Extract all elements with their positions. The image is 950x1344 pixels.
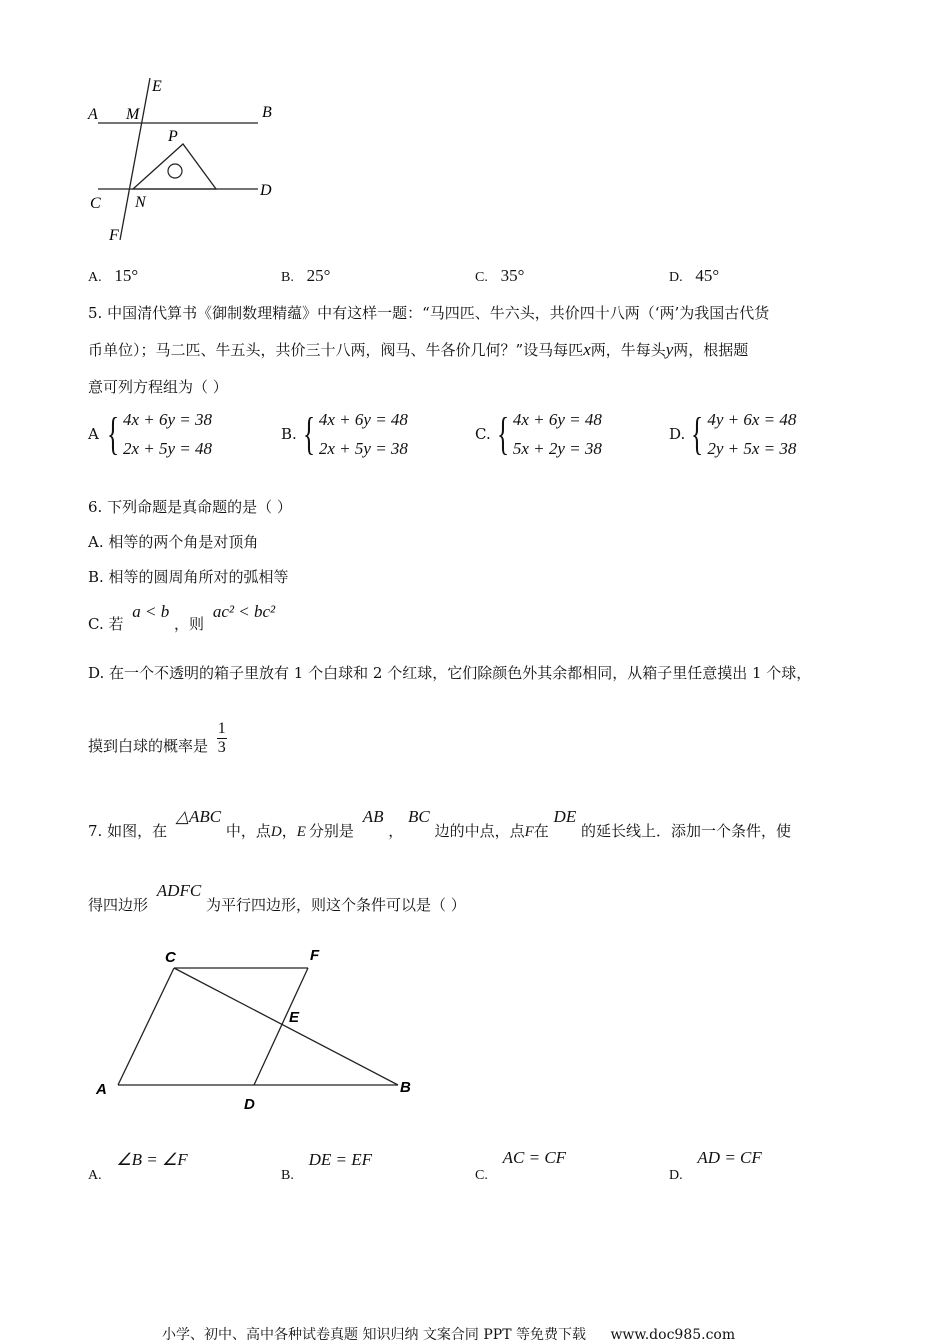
q4-option-a (88, 266, 138, 286)
condition: a < b (132, 602, 170, 621)
segment-AC (118, 968, 174, 1085)
label-A: A (96, 1081, 107, 1098)
option-value: 45° (695, 266, 720, 285)
option-label: A. (88, 1168, 102, 1183)
q6-option-d-line1: D. 在一个不透明的箱子里放有 1 个白球和 2 个红球，它们除颜色外其余都相同，从箱子里任意摸出 1 个球， (88, 664, 812, 682)
option-value: AD = CF (697, 1148, 762, 1167)
point-D: D (270, 824, 282, 840)
option-label: C. (475, 270, 488, 285)
label-B: B (400, 1079, 411, 1096)
label-B: B (262, 104, 272, 121)
q7-text-1: 7. 如图，在 (88, 822, 168, 840)
q6-option-a: A. 相等的两个角是对顶角 (88, 533, 259, 551)
ruler-hole (168, 164, 182, 178)
option-label: A. (88, 270, 102, 285)
q6-option-d-line2 (88, 720, 227, 757)
brace: { (691, 408, 704, 459)
q7-text-4: 边的中点，点 (434, 822, 525, 840)
q4-option-c (475, 266, 524, 286)
equation-1: 4x + 6y = 48 (512, 410, 602, 429)
q7-line2 (88, 880, 466, 914)
q7-line1 (88, 806, 792, 840)
triangle-ABC: △ABC (175, 807, 222, 826)
equation-2: 5x + 2y = 38 (512, 439, 602, 458)
q7-comma-2: ， (388, 822, 404, 840)
brace: { (496, 408, 509, 459)
label-P: P (168, 128, 178, 145)
equation-2: 2x + 5y = 48 (122, 439, 212, 458)
option-value: DE = EF (308, 1150, 373, 1169)
q5-option-a (88, 405, 212, 463)
q5-line3: 意可列方程组为（ ） (88, 378, 228, 396)
q7-option-b (281, 1150, 373, 1183)
q5-line1: 5. 中国清代算书《御制数理精蕴》中有这样一题：“马四匹、牛六头，共价四十八两（‘两’为我国古代货 (88, 304, 770, 322)
option-prefix: C. 若 (88, 615, 124, 633)
segment-DE: DE (553, 807, 577, 826)
equation-1: 4x + 6y = 48 (318, 410, 408, 429)
q7-text-6: 的延长线上．添加一个条件，使 (581, 822, 792, 840)
option-value: 15° (114, 266, 139, 285)
option-label: A (88, 425, 99, 443)
point-F: F (524, 824, 534, 840)
q7-line2-text-b: 为平行四边形，则这个条件可以是（ ） (205, 896, 466, 914)
q7-option-d (669, 1148, 762, 1183)
q7-text-3: 分别是 (308, 822, 354, 840)
var-y: y (665, 340, 674, 359)
segment-CB (174, 968, 398, 1085)
q5-line2 (88, 339, 748, 361)
numerator: 1 (217, 720, 226, 737)
segment-AB: AB (362, 807, 384, 826)
q6-option-b: B. 相等的圆周角所对的弧相等 (88, 568, 289, 586)
q5-line2-b: 两，牛每头 (590, 341, 666, 359)
label-E: E (289, 1009, 300, 1026)
q7-option-c (475, 1148, 567, 1183)
option-label: C. (475, 1168, 488, 1183)
option-label: D. (669, 425, 686, 443)
var-x: x (583, 340, 591, 359)
option-label: D. (669, 1168, 683, 1183)
q5-option-c (475, 405, 602, 463)
option-mid: ，则 (174, 615, 205, 633)
q5-option-d (669, 405, 796, 463)
equation-1: 4x + 6y = 38 (122, 410, 212, 429)
label-F: F (310, 947, 320, 964)
q7-comma: ， (281, 822, 297, 840)
line-EF (120, 78, 150, 240)
q7-text-5: 在 (533, 822, 549, 840)
option-label: B. (281, 1168, 294, 1183)
segment-BC: BC (408, 807, 430, 826)
option-label: D. (669, 270, 683, 285)
label-C: C (165, 949, 176, 966)
equation-2: 2x + 5y = 38 (318, 439, 408, 458)
fraction-one-third (217, 720, 227, 757)
option-value: ∠B = ∠F (116, 1150, 188, 1169)
option-value: 25° (306, 266, 331, 285)
figure-parallel-lines (80, 72, 300, 252)
label-N: N (135, 194, 146, 211)
label-E: E (152, 78, 162, 95)
label-C: C (90, 195, 101, 212)
footer-link[interactable]: www.doc985.com (610, 1327, 736, 1343)
q7-line2-text-a: 得四边形 (88, 896, 149, 914)
q7-text-2: 中，点 (225, 822, 271, 840)
equation-2: 2y + 5x = 38 (707, 439, 797, 458)
q6-option-c (88, 601, 276, 633)
figure-quadrilateral (90, 940, 430, 1120)
option-label: B. (281, 425, 297, 443)
q6-stem: 6. 下列命题是真命题的是（ ） (88, 498, 292, 516)
label-M: M (126, 106, 140, 123)
option-value: 35° (500, 266, 525, 285)
triangle-ruler (133, 144, 216, 189)
point-E: E (296, 824, 306, 840)
label-D: D (244, 1096, 255, 1113)
footer-text: 小学、初中、高中各种试卷真题 知识归纳 文案合同 PPT 等免费下载 (162, 1327, 586, 1343)
q5-option-b (281, 405, 408, 463)
option-value: AC = CF (502, 1148, 567, 1167)
label-D: D (260, 182, 272, 199)
option-label: B. (281, 270, 294, 285)
q5-line2-c: 两，根据题 (673, 341, 749, 359)
label-A: A (88, 106, 98, 123)
q5-line2-a: 币单位）；马二匹、牛五头，共价三十八两，阀马、牛各价几何？”设马每匹 (88, 341, 584, 359)
label-F: F (109, 227, 119, 244)
q4-option-d (669, 266, 719, 286)
option-text: 摸到白球的概率是 (88, 736, 209, 755)
segment-DF (254, 968, 308, 1085)
quad-ADFC: ADFC (156, 881, 202, 900)
q7-option-a (88, 1150, 188, 1183)
footer (162, 1324, 735, 1344)
brace: { (302, 408, 315, 459)
q4-option-b (281, 266, 330, 286)
option-label: C. (475, 425, 491, 443)
conclusion: ac² < bc² (212, 602, 276, 621)
brace: { (106, 408, 119, 459)
denominator: 3 (217, 739, 226, 756)
equation-1: 4y + 6x = 48 (707, 410, 797, 429)
